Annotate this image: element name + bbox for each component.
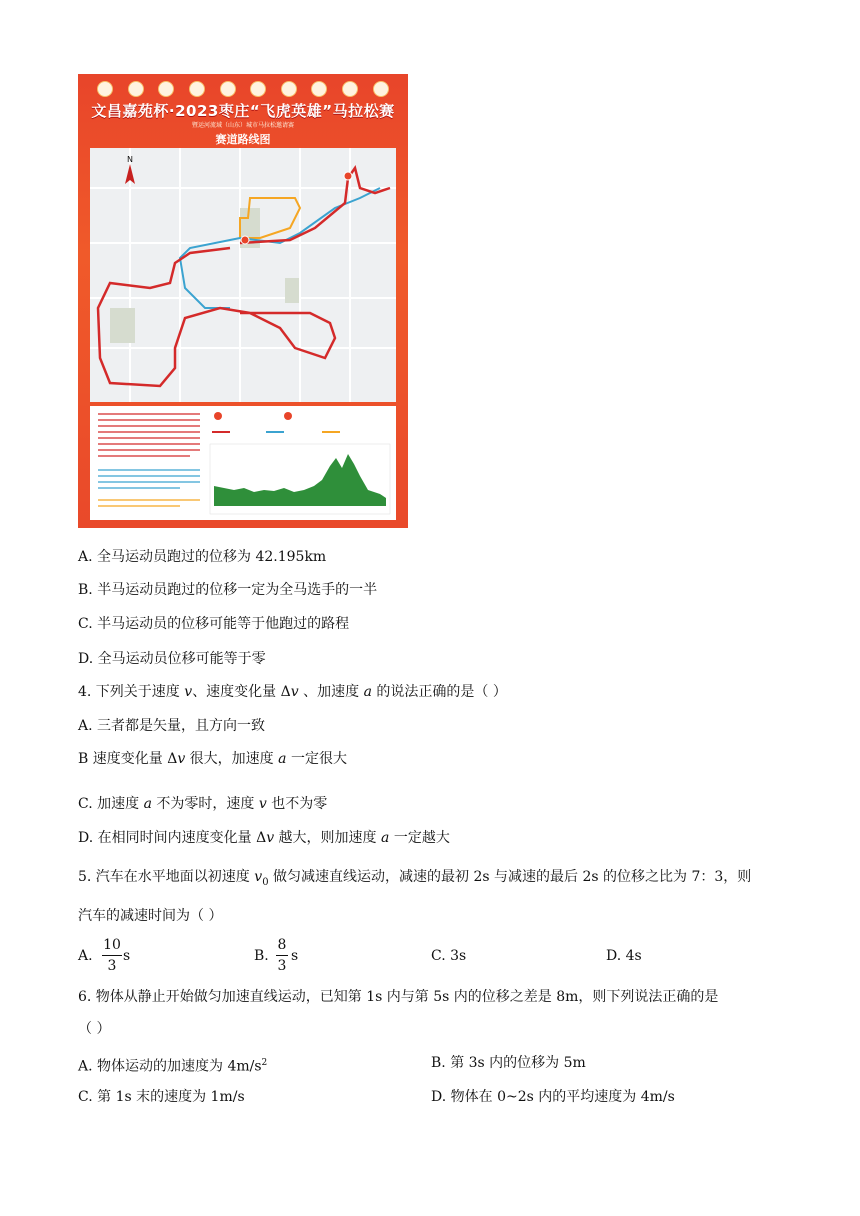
q6-option-a-text: A. 物体运动的加速度为 4m/s: [78, 1058, 262, 1075]
sponsor-logo-icon: [342, 81, 358, 97]
poster-subtitle: 暨运河流域（山东）城市马拉松邀请赛: [191, 122, 294, 129]
q4-stem-part: 的说法正确的是（ ）: [371, 684, 507, 700]
q4-symbol-v: v: [258, 796, 267, 812]
q4-option-d: [78, 829, 450, 847]
sponsor-logo-icon: [158, 81, 174, 97]
q5-stem-line2: 汽车的减速时间为（ ）: [78, 908, 223, 924]
q4-option-c: [78, 795, 327, 813]
q4-symbol-v: v: [290, 684, 299, 700]
q5-option-b-unit: s: [291, 948, 299, 964]
q3-option-c: C. 半马运动员的位移可能等于他跑过的路程: [78, 616, 350, 632]
poster-title: 文昌嘉苑杯·2023枣庄“飞虎英雄”马拉松赛: [91, 102, 395, 120]
q6-stem: 6. 物体从静止开始做匀加速直线运动，已知第 1s 内与第 5s 内的位移之差是 8m，则下列说法正确的是: [78, 989, 719, 1005]
q3-option-a: A. 全马运动员跑过的位移为 42.195km: [78, 549, 327, 565]
q5-option-b-label: B.: [254, 948, 269, 964]
sponsor-logo-icon: [250, 81, 266, 97]
q4-stem: [78, 683, 507, 701]
q4-option-part: D. 在相同时间内速度变化量 Δ: [78, 830, 267, 846]
q4-symbol-v: v: [266, 830, 275, 846]
q4-symbol-a: a: [278, 751, 287, 767]
q4-symbol-a: a: [143, 796, 152, 812]
q5-symbol-v0-subscript: 0: [262, 876, 269, 888]
sponsor-logo-icon: [281, 81, 297, 97]
q4-option-part: 一定越大: [389, 830, 450, 846]
route-map: [90, 148, 396, 402]
q4-symbol-v: v: [177, 751, 186, 767]
q4-symbol-a: a: [363, 684, 372, 700]
north-arrow-icon: [125, 155, 135, 184]
fraction-denominator: 3: [107, 958, 117, 974]
q4-option-b: [78, 750, 347, 768]
q6-option-c: C. 第 1s 末的速度为 1m/s: [78, 1089, 245, 1105]
q5-option-a-fraction: [102, 937, 122, 974]
q5-option-b-fraction: [276, 937, 288, 974]
q5-option-d: D. 4s: [606, 948, 642, 964]
sponsor-logo-icon: [220, 81, 236, 97]
fraction-numerator: 10: [103, 937, 121, 953]
sponsor-logo-icon: [128, 81, 144, 97]
sponsor-logo-icon: [311, 81, 327, 97]
q6-option-a-superscript: 2: [261, 1058, 268, 1068]
svg-text:N: N: [127, 155, 133, 164]
start-marker-icon: [241, 236, 249, 244]
sponsor-logo-icon: [97, 81, 113, 97]
q4-option-part: 也不为零: [266, 796, 328, 812]
q5-stem-part: 5. 汽车在水平地面以初速度: [78, 869, 255, 885]
q4-option-part: B 速度变化量 Δ: [78, 751, 178, 767]
fraction-numerator: 8: [277, 937, 287, 953]
q5-symbol-v0: v: [254, 869, 263, 885]
route-map-graphic: [90, 148, 396, 402]
sponsor-logos: [90, 80, 396, 98]
q3-option-d: D. 全马运动员位移可能等于零: [78, 651, 266, 667]
q4-option-part: 越大，则加速度: [274, 830, 382, 846]
q3-option-b: B. 半马运动员跑过的位移一定为全马选手的一半: [78, 582, 378, 598]
q4-stem-part: 4. 下列关于速度: [78, 684, 185, 700]
q5-option-a-unit: s: [123, 948, 131, 964]
legend-graphic: [90, 406, 396, 520]
q4-option-a: A. 三者都是矢量，且方向一致: [78, 718, 266, 734]
q4-symbol-a: a: [381, 830, 390, 846]
q6-option-b: B. 第 3s 内的位移为 5m: [431, 1055, 586, 1071]
q4-stem-part: 、速度变化量 Δ: [192, 684, 291, 700]
q4-symbol-v: v: [184, 684, 193, 700]
finish-marker-icon: [344, 172, 352, 180]
sponsor-logo-icon: [373, 81, 389, 97]
q4-stem-part: 、加速度: [298, 684, 364, 700]
q5-option-a-label: A.: [78, 948, 93, 964]
q6-option-a: [78, 1054, 267, 1076]
q5-stem: [78, 868, 751, 892]
fraction-denominator: 3: [277, 958, 287, 974]
q5-stem-part: 做匀减速直线运动，减速的最初 2s 与减速的最后 2s 的位移之比为 7：3，则: [268, 869, 752, 885]
q4-option-part: 不为零时，速度: [151, 796, 259, 812]
q5-option-c: C. 3s: [431, 948, 467, 964]
q6-option-d: D. 物体在 0~2s 内的平均速度为 4m/s: [431, 1089, 675, 1105]
marathon-route-poster: [78, 74, 408, 528]
q4-option-part: C. 加速度: [78, 796, 144, 812]
route-legend: [90, 406, 396, 520]
q4-option-part: 很大，加速度: [185, 751, 279, 767]
route-map-title: 赛道路线图: [215, 133, 271, 146]
sponsor-logo-icon: [189, 81, 205, 97]
q6-stem-line2: （ ）: [78, 1021, 111, 1037]
q4-option-part: 一定很大: [286, 751, 347, 767]
